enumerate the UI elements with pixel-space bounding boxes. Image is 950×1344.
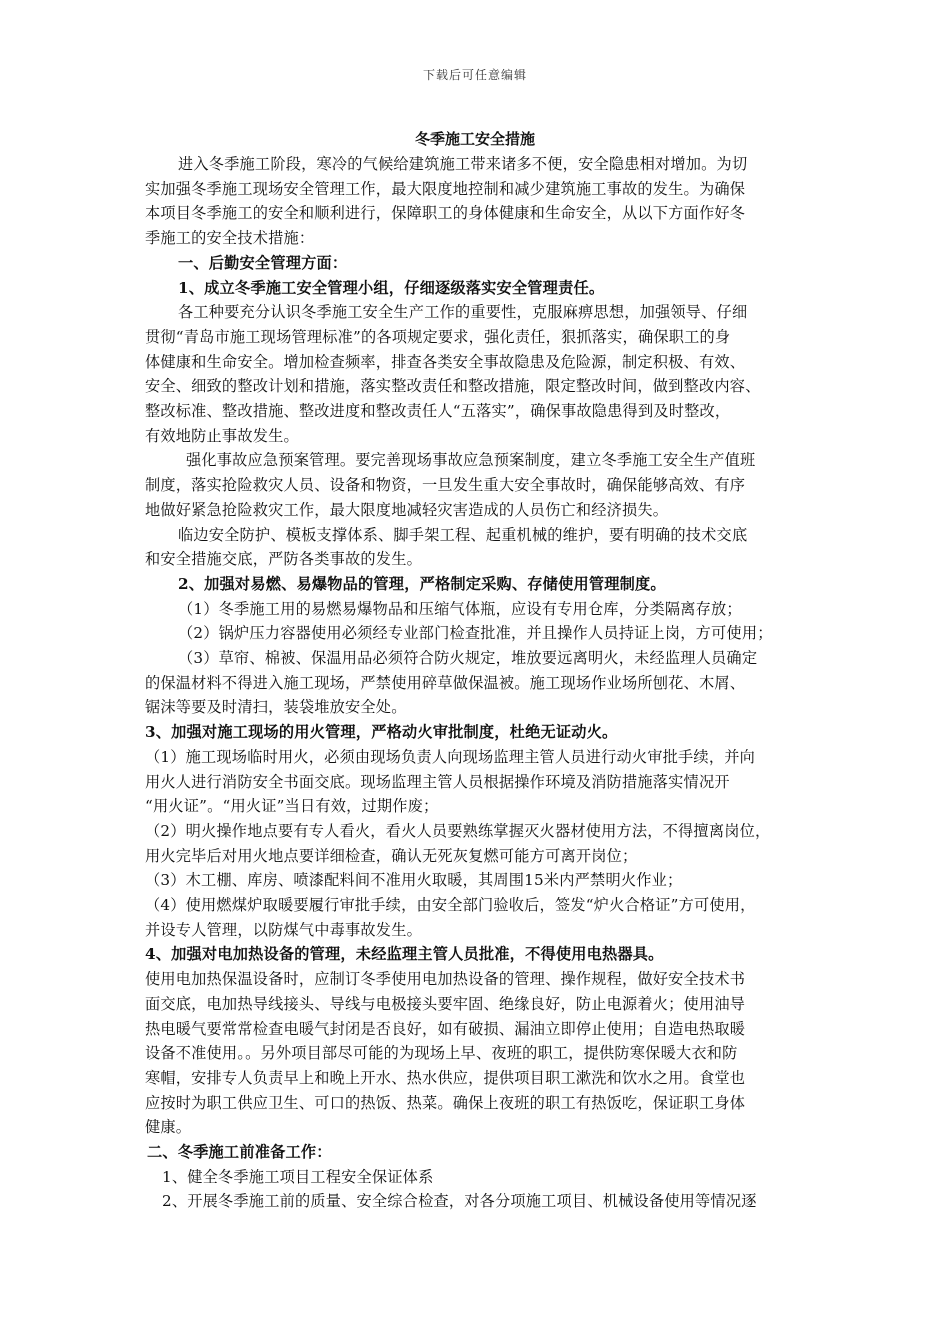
paragraph-line: 健康。 (145, 1118, 192, 1137)
section-heading: 一、后勤安全管理方面： (178, 253, 348, 272)
paragraph-line: 本项目冬季施工的安全和顺利进行，保障职工的身体健康和生命安全，从以下方面作好冬 (145, 204, 746, 223)
paragraph-line: （2）锅炉压力容器使用必须经专业部门检查批准，并且操作人员持证上岗，方可使用； (178, 624, 773, 643)
paragraph-line: 进入冬季施工阶段，寒冷的气候给建筑施工带来诸多不便，安全隐患相对增加。为切 (178, 155, 748, 173)
paragraph-line: 设备不准使用。。另外项目部尽可能的为现场上早、夜班的职工，提供防寒保暖大衣和防 (145, 1044, 738, 1063)
paragraph-line: 热电暖气要常常检查电暖气封闭是否良好，如有破损、漏油立即停止使用；自造电热取暖 (145, 1019, 746, 1038)
paragraph-line: 各工种要充分认识冬季施工安全生产工作的重要性，克服麻痹思想，加强领导、仔细 (178, 303, 748, 322)
paragraph-line: 和安全措施交底，严防各类事故的发生。 (145, 550, 422, 569)
paragraph-line: 实加强冬季施工现场安全管理工作，最大限度地控制和减少建筑施工事故的发生。为确保 (145, 179, 746, 198)
section-heading: 3、加强对施工现场的用火管理，严格动火审批制度，杜绝无证动火。 (145, 723, 618, 742)
paragraph-line: 1、健全冬季施工项目工程安全保证体系 (162, 1167, 434, 1186)
document-title: 冬季施工安全措施 (414, 130, 535, 148)
paragraph-line: 贯彻“青岛市施工现场管理标准”的各项规定要求，强化责任，狠抓落实，确保职工的身 (145, 327, 731, 346)
paragraph-line: “用火证”。“用火证”当日有效，过期作废； (145, 797, 439, 816)
paragraph-line: 整改标准、整改措施、整改进度和整改责任人“五落实”，确保事故隐患得到及时整改， (145, 402, 731, 420)
paragraph-line: 使用电加热保温设备时，应制订冬季使用电加热设备的管理、操作规程，做好安全技术书 (145, 970, 746, 989)
section-heading: 2、加强对易燃、易爆物品的管理，严格制定采购、存储使用管理制度。 (178, 574, 666, 593)
page-header: 下载后可任意编辑 (422, 68, 527, 82)
paragraph-line: 应按时为职工供应卫生、可口的热饭、热菜。确保上夜班的职工有热饭吃，保证职工身体 (145, 1093, 746, 1112)
paragraph-line: 季施工的安全技术措施： (145, 229, 315, 248)
section-heading: 1、成立冬季施工安全管理小组，仔细逐级落实安全管理责任。 (178, 278, 605, 297)
paragraph-line: 锯沫等要及时清扫，装袋堆放安全处。 (145, 698, 407, 717)
paragraph-line: 用火人进行消防安全书面交底。现场监理主管人员根据操作环境及消防措施落实情况开 (145, 772, 730, 791)
paragraph-line: 2、开展冬季施工前的质量、安全综合检查，对各分项施工项目、机械设备使用等情况逐 (162, 1192, 757, 1211)
paragraph-line: 寒帽，安排专人负责早上和晚上开水、热水供应，提供项目职工漱洗和饮水之用。食堂也 (145, 1068, 746, 1087)
paragraph-line: 体健康和生命安全。增加检查频率，排查各类安全事故隐患及危险源，制定积极、有效、 (145, 352, 746, 371)
section-heading: 4、加强对电加热设备的管理，未经监理主管人员批准，不得使用电热器具。 (145, 945, 664, 964)
paragraph-line: 面交底，电加热导线接头、导线与电极接头要牢固、绝缘良好，防止电源着火；使用油导 (145, 994, 746, 1013)
section-heading: 二、冬季施工前准备工作： (147, 1143, 332, 1161)
paragraph-line: （1）冬季施工用的易燃易爆物品和压缩气体瓶，应设有专用仓库，分类隔离存放； (178, 599, 742, 618)
paragraph-line: （3）草帘、棉被、保温用品必须符合防火规定，堆放要远离明火，未经监理人员确定 (178, 649, 758, 667)
paragraph-line: 安全、细致的整改计划和措施，落实整改责任和整改措施，限定整改时间，做到整改内容、 (145, 377, 761, 396)
paragraph-line: 用火完毕后对用火地点要详细检查，确认无死灰复燃可能方可离开岗位； (145, 846, 638, 865)
paragraph-line: （4）使用燃煤炉取暖要履行审批手续，由安全部门验收后，签发“炉火合格证”方可使用， (145, 896, 756, 914)
paragraph-line: （2）明火操作地点要有专人看火，看火人员要熟练掌握灭火器材使用方法，不得擅离岗位， (145, 821, 771, 840)
paragraph-line: 的保温材料不得进入施工现场，严禁使用碎草做保温被。施工现场作业场所刨花、木屑、 (145, 673, 746, 692)
paragraph-line: （1）施工现场临时用火，必须由现场负责人向现场监理主管人员进行动火审批手续，并向 (145, 747, 755, 766)
paragraph-line: 有效地防止事故发生。 (145, 426, 299, 445)
paragraph-line: 地做好紧急抢险救灾工作，最大限度地减轻灾害造成的人员伤亡和经济损失。 (145, 500, 669, 519)
paragraph-line: 并设专人管理，以防煤气中毒事故发生。 (145, 920, 422, 939)
paragraph-line: 制度，落实抢险救灾人员、设备和物资，一旦发生重大安全事故时，确保能够高效、有序 (145, 476, 746, 495)
paragraph-line: 临边安全防护、模板支撑体系、脚手架工程、起重机械的维护，要有明确的技术交底 (178, 525, 748, 544)
paragraph-line: 强化事故应急预案管理。要完善现场事故应急预案制度，建立冬季施工安全生产值班 (186, 451, 756, 470)
paragraph-line: （3）木工棚、库房、喷漆配料间不准用火取暖，其周围15米内严禁明火作业； (145, 871, 683, 890)
